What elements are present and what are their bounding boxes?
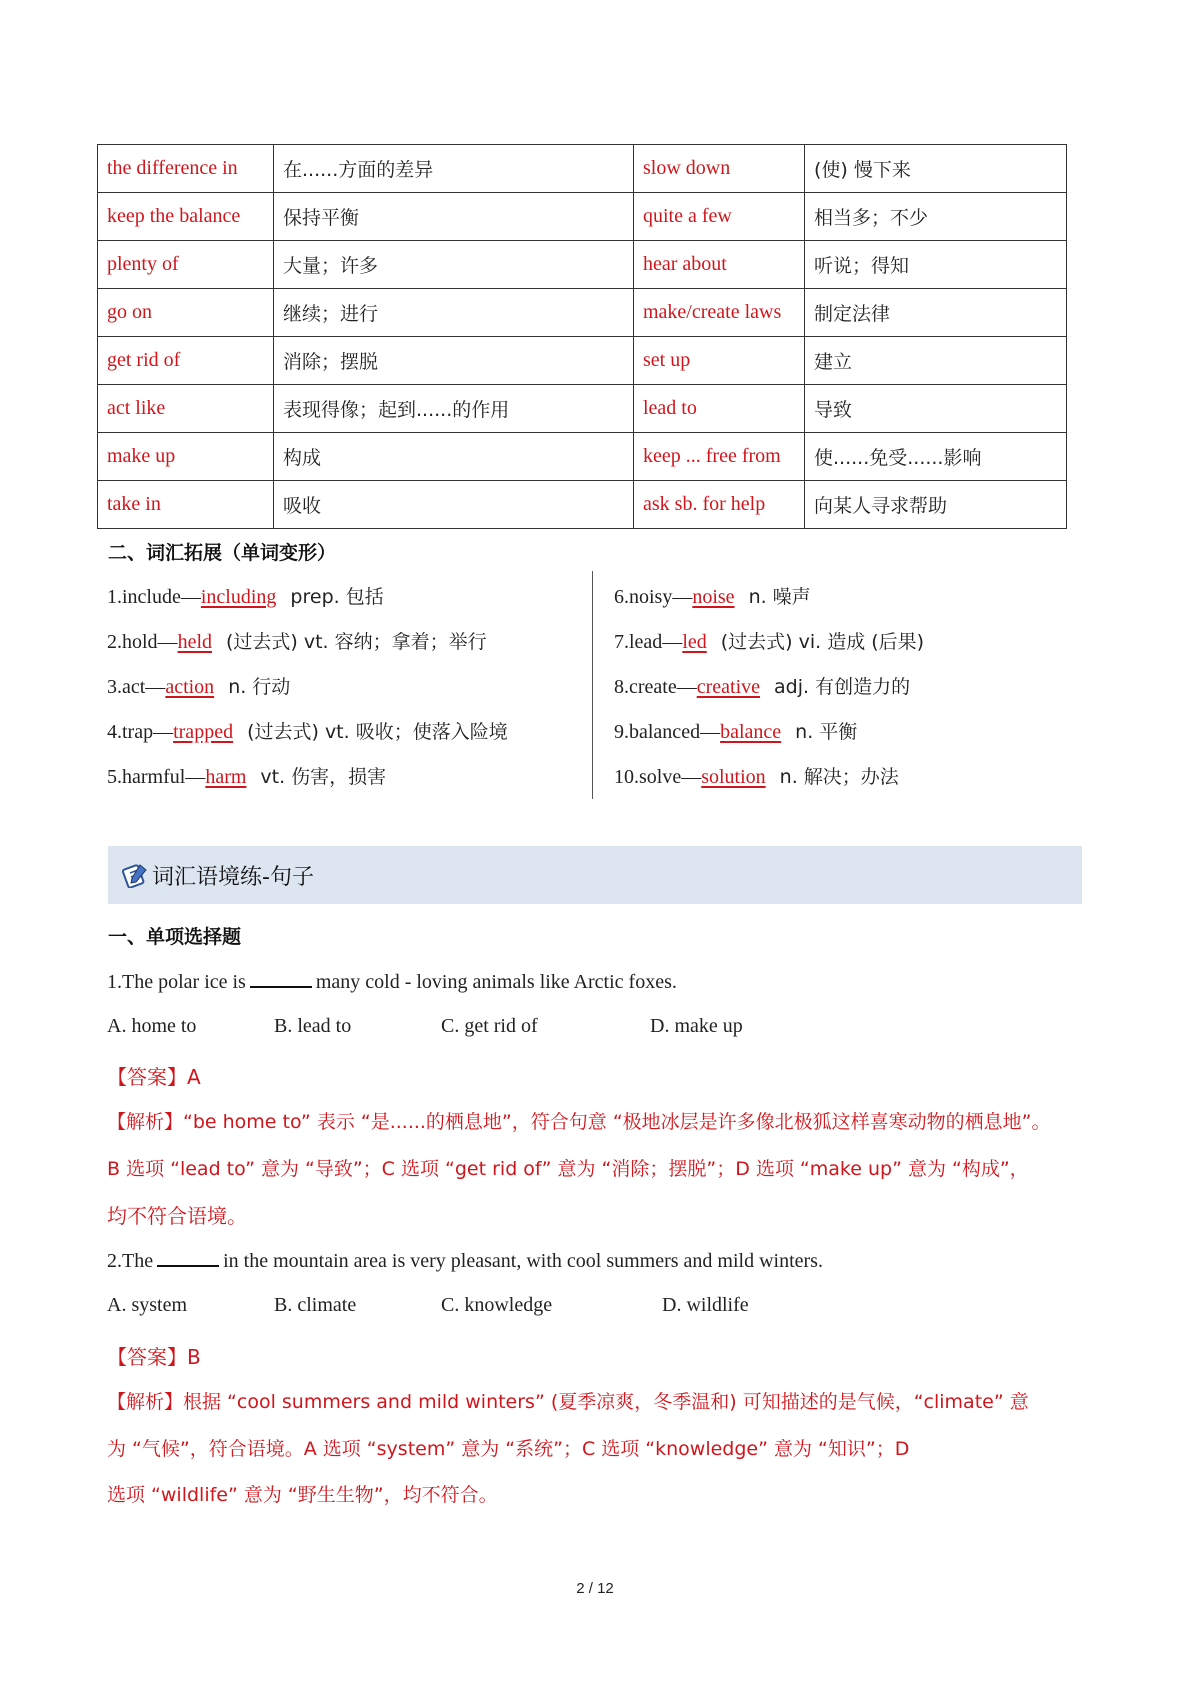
question-2-analysis-line-2: 为 “气候”，符合语境。A 选项 “system” 意为 “系统”；C 选项 “knowledge” 意为 “知识”；D (107, 1438, 910, 1460)
question-2-stem (107, 1247, 823, 1273)
word-answer: including (200, 586, 277, 608)
question-1-option-d: D. make up (650, 1015, 743, 1037)
phrase-chinese: 听说；得知 (805, 241, 1067, 289)
word-definition: vt. 伤害，损害 (260, 766, 387, 788)
phrase-chinese: 建立 (805, 337, 1067, 385)
phrase-english: keep the balance (98, 193, 274, 241)
word-form-left-item (107, 582, 384, 609)
phrase-chinese: 相当多；不少 (805, 193, 1067, 241)
phrase-chinese: (使) 慢下来 (805, 145, 1067, 193)
question-1-option-b: B. lead to (274, 1015, 352, 1037)
question-2-option-d: D. wildlife (662, 1294, 749, 1316)
banner-title: 词汇语境练-句子 (152, 865, 314, 890)
word-answer: creative (696, 676, 761, 698)
phrase-row (98, 193, 1067, 241)
word-base: 5.harmful— (107, 766, 206, 788)
phrase-english: act like (98, 385, 274, 433)
section-heading-choice: 一、单项选择题 (108, 926, 242, 948)
phrase-row (98, 433, 1067, 481)
word-base: 2.hold— (107, 631, 178, 653)
question-2-option-b: B. climate (274, 1294, 357, 1316)
word-definition: n. 噪声 (748, 586, 811, 608)
word-form-left-item (107, 672, 290, 699)
word-base: 1.include— (107, 586, 201, 608)
word-definition: n. 解决；办法 (779, 766, 899, 788)
word-form-right-item (614, 762, 899, 789)
phrase-row (98, 241, 1067, 289)
phrase-english: make up (98, 433, 274, 481)
question-2-analysis-line-3: 选项 “wildlife” 意为 “野生生物”，均不符合。 (107, 1484, 498, 1506)
phrase-chinese: 吸收 (274, 481, 634, 529)
word-base: 4.trap— (107, 721, 174, 743)
word-answer: balance (720, 721, 782, 743)
question-1-analysis-line-1: 【解析】“be home to” 表示 “是......的栖息地”，符合句意 “极地冰层是许多像北极狐这样喜寒动物的栖息地”。 (107, 1111, 1051, 1133)
answer-blank (250, 968, 312, 988)
word-definition: (过去式) vi. 造成 (后果) (720, 631, 925, 653)
word-answer: held (177, 631, 212, 653)
phrase-english: keep ... free from (634, 433, 805, 481)
word-base: 6.noisy— (614, 586, 693, 608)
question-2-stem-after: in the mountain area is very pleasant, with cool summers and mild winters. (223, 1250, 823, 1272)
question-1-option-a: A. home to (107, 1015, 197, 1037)
word-base: 3.act— (107, 676, 166, 698)
word-form-left-item (107, 717, 508, 744)
phrase-english: the difference in (98, 145, 274, 193)
word-base: 7.lead— (614, 631, 683, 653)
word-answer: noise (692, 586, 735, 608)
word-answer: led (682, 631, 707, 653)
phrase-row (98, 289, 1067, 337)
question-1-stem (107, 968, 677, 994)
phrase-row (98, 145, 1067, 193)
word-definition: adj. 有创造力的 (774, 676, 911, 698)
word-answer: solution (701, 766, 766, 788)
phrase-chinese: 消除；摆脱 (274, 337, 634, 385)
phrase-row (98, 481, 1067, 529)
word-answer: harm (205, 766, 247, 788)
question-2-answer: 【答案】B (107, 1345, 201, 1369)
word-answer: action (165, 676, 215, 698)
question-1-answer: 【答案】A (107, 1065, 201, 1089)
pencil-notebook-icon (122, 862, 148, 888)
word-definition: (过去式) vt. 吸收；使落入险境 (247, 721, 508, 743)
phrase-chinese: 大量；许多 (274, 241, 634, 289)
phrase-english: set up (634, 337, 805, 385)
column-divider (592, 571, 593, 799)
question-2-option-a: A. system (107, 1294, 187, 1316)
phrase-chinese: 制定法律 (805, 289, 1067, 337)
phrase-chinese: 使......免受......影响 (805, 433, 1067, 481)
word-definition: n. 平衡 (795, 721, 858, 743)
phrase-english: get rid of (98, 337, 274, 385)
word-form-right-item (614, 582, 811, 609)
section-banner (108, 846, 1082, 904)
phrase-chinese: 构成 (274, 433, 634, 481)
question-2-analysis-line-1: 【解析】根据 “cool summers and mild winters” (夏季凉爽，冬季温和) 可知描述的是气候，“climate” 意 (107, 1391, 1029, 1413)
phrase-english: ask sb. for help (634, 481, 805, 529)
question-1-analysis-line-2: B 选项 “lead to” 意为 “导致”；C 选项 “get rid of” 意为 “消除；摆脱”；D 选项 “make up” 意为 “构成”， (107, 1158, 1029, 1180)
question-1-stem-before: 1.The polar ice is (107, 971, 246, 993)
question-1-option-c: C. get rid of (441, 1015, 538, 1037)
phrase-chinese: 导致 (805, 385, 1067, 433)
word-form-left-item (107, 762, 386, 789)
word-definition: (过去式) vt. 容纳；拿着；举行 (226, 631, 487, 653)
phrase-english: plenty of (98, 241, 274, 289)
phrase-english: take in (98, 481, 274, 529)
question-1-stem-after: many cold - loving animals like Arctic foxes. (315, 971, 677, 993)
phrase-chinese: 在......方面的差异 (274, 145, 634, 193)
phrase-chinese: 继续；进行 (274, 289, 634, 337)
question-2-stem-before: 2.The (107, 1250, 154, 1272)
phrase-english: slow down (634, 145, 805, 193)
word-form-right-item (614, 627, 924, 654)
word-base: 10.solve— (614, 766, 702, 788)
page-number: 2 / 12 (576, 1580, 614, 1597)
word-definition: n. 行动 (228, 676, 291, 698)
phrase-chinese: 表现得像；起到......的作用 (274, 385, 634, 433)
section-heading-word-forms: 二、词汇拓展（单词变形） (108, 542, 337, 564)
phrase-chinese: 保持平衡 (274, 193, 634, 241)
word-form-right-item (614, 717, 857, 744)
phrase-chinese: 向某人寻求帮助 (805, 481, 1067, 529)
phrase-table (97, 144, 1067, 529)
phrase-english: hear about (634, 241, 805, 289)
phrase-row (98, 385, 1067, 433)
phrase-english: make/create laws (634, 289, 805, 337)
phrase-english: quite a few (634, 193, 805, 241)
word-answer: trapped (173, 721, 234, 743)
answer-blank (157, 1247, 219, 1267)
word-form-left-item (107, 627, 487, 654)
word-form-right-item (614, 672, 910, 699)
word-base: 9.balanced— (614, 721, 721, 743)
phrase-english: lead to (634, 385, 805, 433)
word-definition: prep. 包括 (290, 586, 384, 608)
phrase-row (98, 337, 1067, 385)
question-2-option-c: C. knowledge (441, 1294, 553, 1316)
question-1-analysis-line-3: 均不符合语境。 (107, 1204, 247, 1228)
word-base: 8.create— (614, 676, 697, 698)
phrase-english: go on (98, 289, 274, 337)
